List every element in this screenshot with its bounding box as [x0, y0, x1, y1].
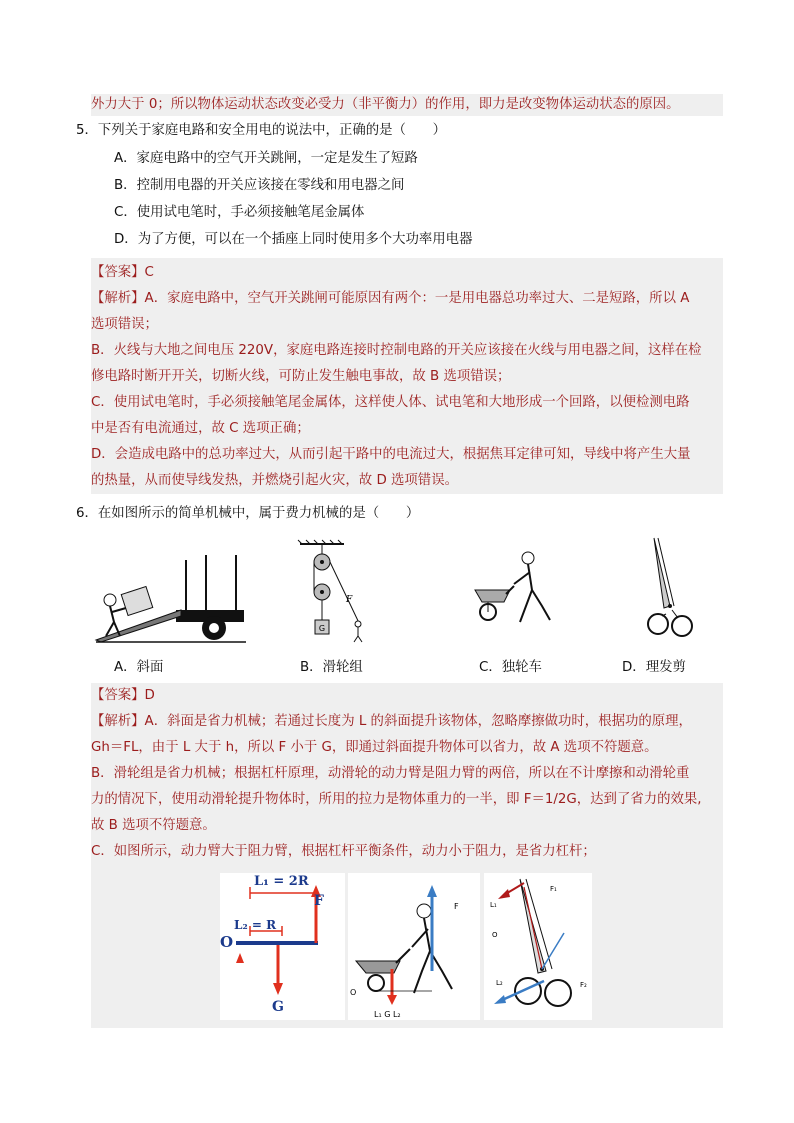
q6-analysis-line: 力的情况下，使用动滑轮提升物体时，所用的拉力是物体重力的一半，即 F＝1/2G，达到了省力的效果, [91, 792, 702, 807]
scissor-f1-label: F₁ [550, 885, 557, 893]
lever-diagram [220, 873, 345, 1020]
lever-g-label: G [272, 999, 284, 1015]
q5-option-a: A．家庭电路中的空气开关跳闸，一定是发生了短路 [114, 151, 418, 166]
q5-analysis-line: 【解析】A．家庭电路中，空气开关跳闸可能原因有两个：一是用电器总功率过大、二是短路，所以 A [91, 291, 690, 306]
q5-analysis-line: C．使用试电笔时，手必须接触笔尾金属体，这样使人体、试电笔和大地形成一个回路，以便检测电路 [91, 395, 690, 410]
wheelbarrow-force-diagram [348, 873, 480, 1020]
figure-d-scissors [640, 536, 700, 646]
q5-stem: 5．下列关于家庭电路和安全用电的说法中，正确的是（ ） [76, 123, 447, 138]
q5-option-c: C．使用试电笔时，手必须接触笔尾金属体 [114, 205, 365, 220]
q6-answer-block [91, 683, 723, 869]
pulley-weight-label: G [318, 624, 326, 633]
figure-b-label: B．滑轮组 [300, 660, 363, 675]
scissor-o-label: O [492, 931, 498, 939]
cart-bottom-labels: L₁ G L₂ [374, 1010, 401, 1019]
q5-answer-block [91, 258, 723, 494]
q5-analysis-line: D．会造成电路中的总功率过大，从而引起干路中的电流过大，根据焦耳定律可知，导线中将产生大量 [91, 447, 691, 462]
q5-analysis-line: B．火线与大地之间电压 220V，家庭电路连接时控制电路的开关应该接在火线与用电器之间，这样在检 [91, 343, 702, 358]
lever-l1-label: L₁ = 2R [254, 874, 309, 889]
cart-force-label: F [454, 902, 459, 911]
q5-option-d: D．为了方便，可以在一个插座上同时使用多个大功率用电器 [114, 232, 473, 247]
q5-analysis-line: 选项错误； [91, 317, 158, 332]
q5-analysis-line: 的热量，从而使导线发热，并燃烧引起火灾，故 D 选项错误。 [91, 473, 458, 488]
scissor-f2-label: F₂ [580, 981, 587, 989]
q5-analysis-line: 中是否有电流通过，故 C 选项正确； [91, 421, 310, 436]
scissor-l2-label: L₂ [496, 979, 503, 987]
q6-analysis-line: 【解析】A．斜面是省力机械；若通过长度为 L 的斜面提升该物体，忽略摩擦做功时，根据功的原理， [91, 714, 692, 729]
q6-analysis-line: C．如图所示，动力臂大于阻力臂，根据杠杆平衡条件，动力小于阻力，是省力杠杆； [91, 844, 596, 859]
scissor-l1-label: L₁ [490, 901, 497, 909]
q6-analysis-line: 故 B 选项不符题意。 [91, 818, 216, 833]
q5-answer: 【答案】C [91, 265, 154, 280]
lever-o-label: O [220, 933, 234, 951]
figure-d-label: D．理发剪 [622, 660, 686, 675]
figure-c-label: C．独轮车 [479, 660, 542, 675]
prev-analysis-tail: 外力大于 0；所以物体运动状态改变必受力（非平衡力）的作用，即力是改变物体运动状态的原因。 [91, 94, 723, 116]
cart-o-label: O [350, 988, 357, 997]
lever-f-label: F [314, 893, 324, 909]
figure-a-label: A．斜面 [114, 660, 164, 675]
pulley-force-label: F [346, 595, 353, 605]
figure-b-pulley [300, 540, 380, 645]
scissors-force-diagram [484, 873, 592, 1020]
q6-analysis-line: B．滑轮组是省力机械；根据杠杆原理，动滑轮的动力臂是阻力臂的两倍，所以在不计摩擦和动滑轮重 [91, 766, 690, 781]
q5-option-b: B．控制用电器的开关应该接在零线和用电器之间 [114, 178, 405, 193]
figure-a-incline [96, 550, 246, 645]
q6-analysis-line: Gh＝FL，由于 L 大于 h，所以 F 小于 G，即通过斜面提升物体可以省力，故 A 选项不符题意。 [91, 740, 658, 755]
lever-l2-label: L₂ = R [234, 918, 277, 932]
q5-analysis-line: 修电路时断开开关，切断火线，可防止发生触电事故，故 B 选项错误； [91, 369, 511, 384]
q6-stem: 6．在如图所示的简单机械中，属于费力机械的是（ ） [76, 506, 420, 521]
q6-answer: 【答案】D [91, 688, 155, 703]
figure-c-wheelbarrow [470, 550, 565, 630]
